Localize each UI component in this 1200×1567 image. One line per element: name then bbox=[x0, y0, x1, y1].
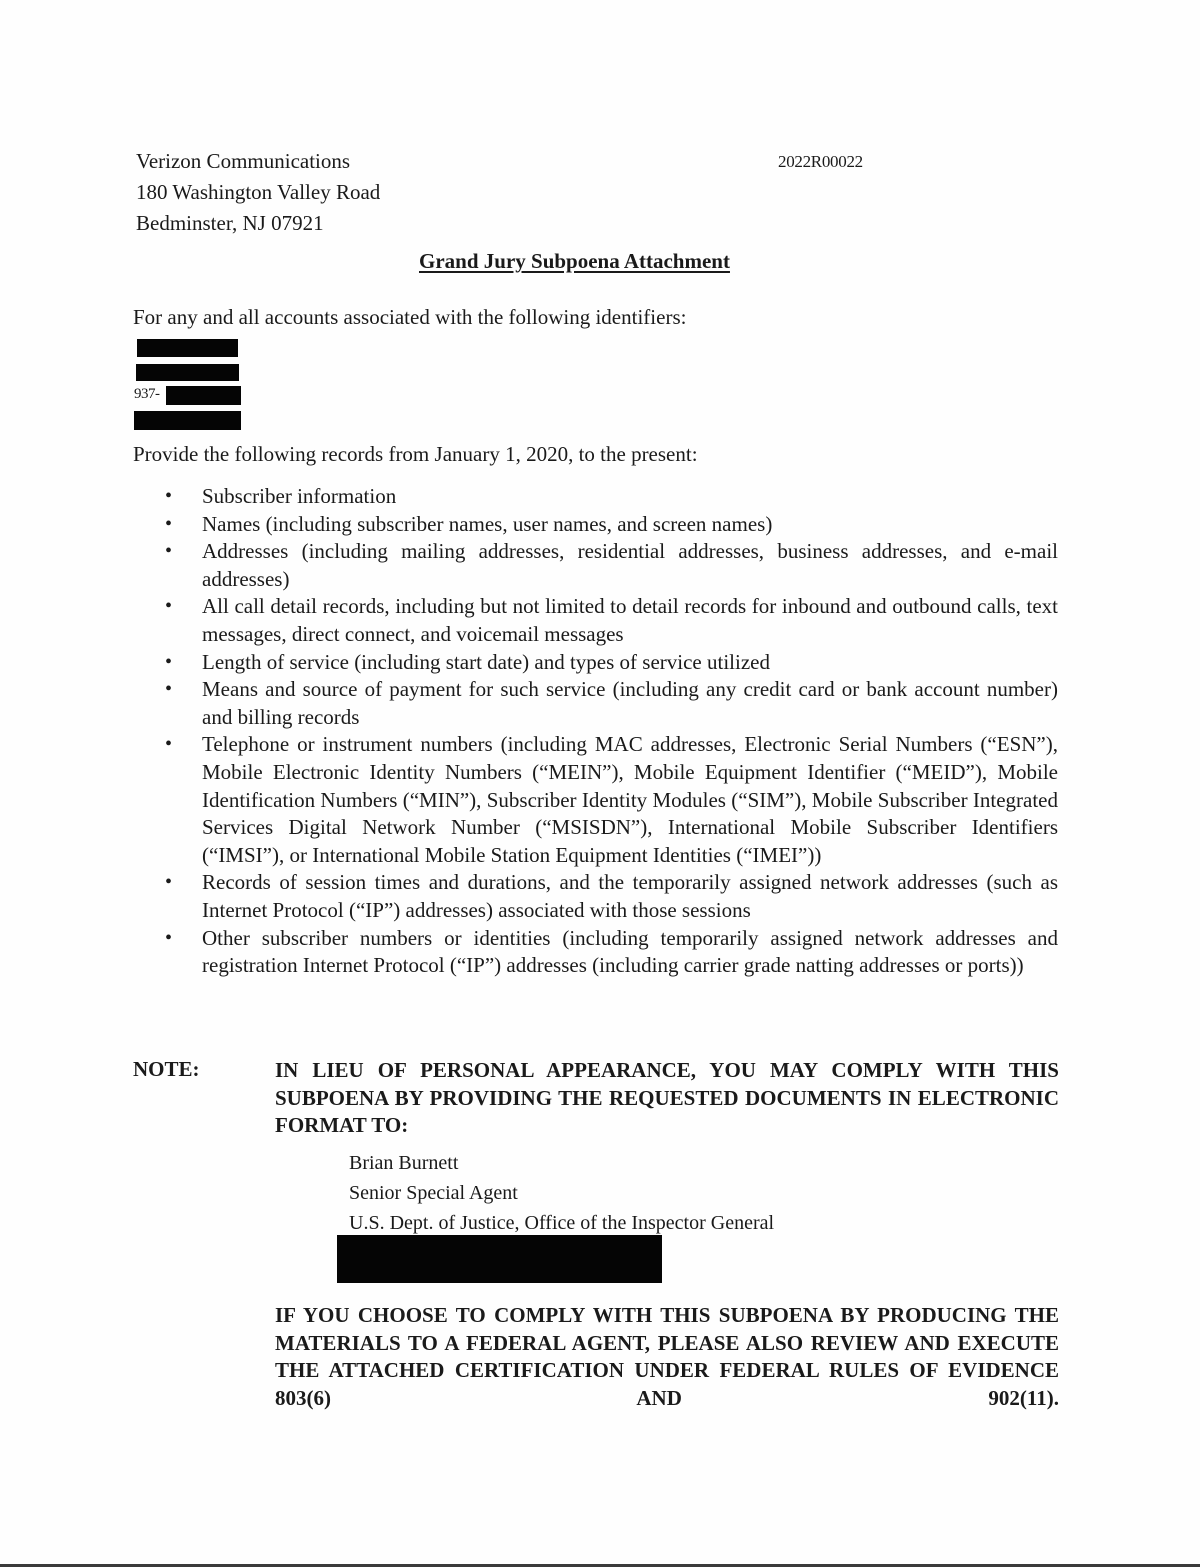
contact-name: Brian Burnett bbox=[349, 1152, 459, 1174]
contact-role: Senior Special Agent bbox=[349, 1182, 518, 1204]
redaction-box-identifier-4 bbox=[134, 411, 241, 430]
note-label: NOTE: bbox=[133, 1057, 200, 1081]
identifiers-intro: For any and all accounts associated with the following identifiers: bbox=[133, 305, 687, 329]
document-title: Grand Jury Subpoena Attachment bbox=[419, 249, 730, 273]
records-list-item: • Length of service (including start date) and types of service utilized bbox=[165, 649, 1058, 677]
recipient-street: 180 Washington Valley Road bbox=[136, 180, 381, 204]
records-list-item: • All call detail records, including but not limited to detail records for inbound and outbound calls, text messages, direct connect, and voicemail messages bbox=[165, 593, 1058, 648]
identifier-3-prefix: 937- bbox=[134, 386, 160, 402]
records-list-item: • Subscriber information bbox=[165, 483, 1058, 511]
records-list-item: • Addresses (including mailing addresses, residential addresses, business addresses, and e-mail addresses) bbox=[165, 538, 1058, 593]
recipient-company: Verizon Communications bbox=[136, 149, 351, 173]
case-number: 2022R00022 bbox=[778, 152, 863, 171]
contact-agency: U.S. Dept. of Justice, Office of the Inspector General bbox=[349, 1212, 775, 1234]
redaction-box-contact-address bbox=[337, 1235, 662, 1283]
recipient-city: Bedminster, NJ 07921 bbox=[136, 211, 324, 235]
note-text: IN LIEU OF PERSONAL APPEARANCE, YOU MAY COMPLY WITH THIS SUBPOENA BY PROVIDING THE REQUESTED DOCUMENTS IN ELECTRONIC FORMAT TO: bbox=[275, 1058, 1059, 1137]
redaction-box-identifier-3 bbox=[166, 386, 241, 405]
records-list-item: • Names (including subscriber names, user names, and screen names) bbox=[165, 511, 1058, 539]
records-intro: Provide the following records from January 1, 2020, to the present: bbox=[133, 442, 698, 466]
certification-notice: IF YOU CHOOSE TO COMPLY WITH THIS SUBPOENA BY PRODUCING THE MATERIALS TO A FEDERAL AGENT, PLEASE ALSO REVIEW AND EXECUTE THE ATTACHED CERTIFICATION UNDER FEDERAL RULES OF EVIDENCE 803(6) AND 902(11). bbox=[275, 1303, 1059, 1410]
redaction-box-identifier-1 bbox=[137, 339, 238, 357]
redaction-box-identifier-2 bbox=[136, 364, 239, 381]
records-list-item: • Telephone or instrument numbers (including MAC addresses, Electronic Serial Numbers (“ESN”), Mobile Electronic Identity Numbers (“MEIN”), Mobile Equipment Identifier (“MEID”), Mobile Identification Numbers (“MIN”), Subscriber Identity Modules (“SIM”), Mobile Subscriber Integrated Services Digital Network Number (“MSISDN”), International Mobile Subscriber Identifiers (“IMSI”), or International Mobile Station Equipment Identities (“IMEI”)) bbox=[165, 731, 1058, 869]
records-list-item: • Records of session times and durations, and the temporarily assigned network addresses (such as Internet Protocol (“IP”) addresses) associated with those sessions bbox=[165, 869, 1058, 924]
records-list-item: • Means and source of payment for such service (including any credit card or bank account number) and billing records bbox=[165, 676, 1058, 731]
records-list-item: • Other subscriber numbers or identities (including temporarily assigned network addresses and registration Internet Protocol (“IP”) addresses (including carrier grade natting addresses or ports)) bbox=[165, 925, 1058, 980]
records-list bbox=[165, 483, 1058, 980]
